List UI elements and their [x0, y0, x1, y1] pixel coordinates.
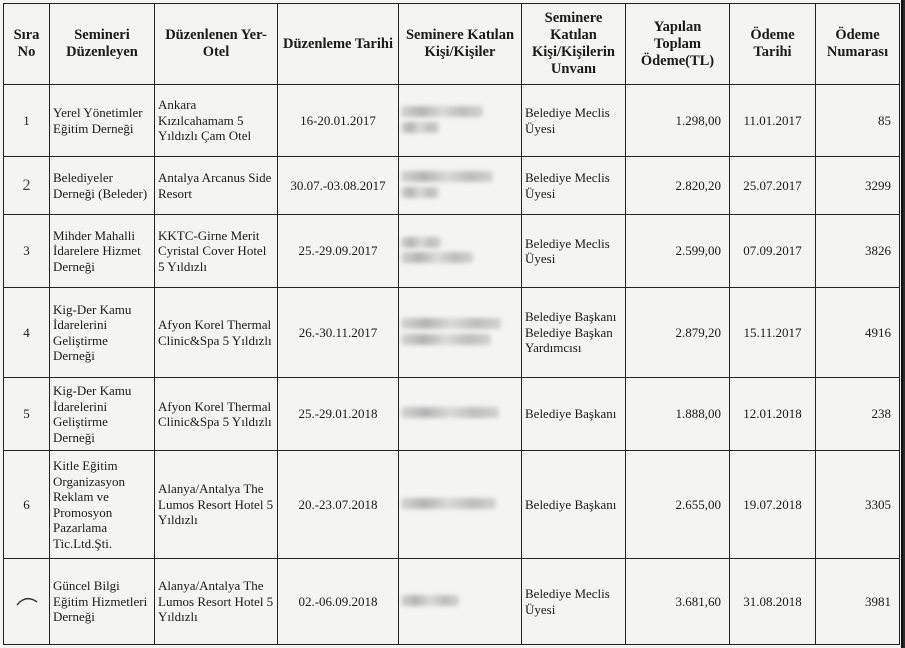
cell-odeme: 2.655,00 [626, 451, 730, 559]
seminar-payments-table [3, 3, 900, 645]
cell-tarih: 25.-29.01.2018 [278, 378, 399, 451]
cell-unvan: Belediye Başkanı [522, 451, 626, 559]
header-tarih: Düzenleme Tarihi [278, 4, 399, 85]
cell-odeme-tarihi: 15.11.2017 [730, 288, 816, 378]
redaction-blur [401, 237, 441, 248]
table-row [4, 85, 900, 157]
cell-yer: Ankara Kızılcahamam 5 Yıldızlı Çam Otel [155, 85, 278, 157]
header-yer-otel: Düzenlenen Yer-Otel [155, 4, 278, 85]
redaction-blur [401, 252, 473, 263]
cell-odeme: 2.820,20 [626, 157, 730, 215]
cell-unvan: Belediye Meclis Üyesi [522, 157, 626, 215]
cell-odeme-tarihi: 12.01.2018 [730, 378, 816, 451]
table-row [4, 215, 900, 288]
cell-unvan: Belediye Başkanı [522, 378, 626, 451]
cell-odeme: 2.599,00 [626, 215, 730, 288]
cell-yer: Afyon Korel Thermal Clinic&Spa 5 Yıldızlı [155, 378, 278, 451]
cell-odeme-tarihi: 19.07.2018 [730, 451, 816, 559]
cell-unvan: Belediye Meclis Üyesi [522, 215, 626, 288]
cell-duzenleyen: Kitle Eğitim Organizasyon Reklam ve Promosyon Pazarlama Tic.Ltd.Şti. [50, 451, 155, 559]
cell-katilan-redacted [399, 215, 522, 288]
redaction-blur [401, 122, 439, 133]
header-odeme-tarihi: Ödeme Tarihi [730, 4, 816, 85]
cell-katilan-redacted [399, 157, 522, 215]
cell-odeme-tarihi: 31.08.2018 [730, 559, 816, 645]
cell-katilan-redacted [399, 451, 522, 559]
cell-tarih: 26.-30.11.2017 [278, 288, 399, 378]
cell-no: 5 [4, 378, 50, 451]
header-row [4, 4, 900, 85]
table-row [4, 157, 900, 215]
header-unvan: Seminere Katılan Kişi/Kişilerin Unvanı [522, 4, 626, 85]
cell-odeme: 1.298,00 [626, 85, 730, 157]
cell-no: 6 [4, 451, 50, 559]
table-row [4, 559, 900, 645]
cell-no: 3 [4, 215, 50, 288]
header-duzenleyen: Semineri Düzenleyen [50, 4, 155, 85]
redaction-blur [401, 334, 491, 345]
cell-duzenleyen: Yerel Yönetimler Eğitim Derneği [50, 85, 155, 157]
header-sira-no: Sıra No [4, 4, 50, 85]
cell-odeme: 3.681,60 [626, 559, 730, 645]
cell-unvan: Belediye Meclis Üyesi [522, 85, 626, 157]
cell-odeme: 2.879,20 [626, 288, 730, 378]
cell-duzenleyen: Güncel Bilgi Eğitim Hizmetleri Derneği [50, 559, 155, 645]
cell-odeme-no: 3826 [816, 215, 900, 288]
table-row [4, 288, 900, 378]
cell-tarih: 20.-23.07.2018 [278, 451, 399, 559]
table-row [4, 378, 900, 451]
cell-odeme-no: 4916 [816, 288, 900, 378]
redaction-blur [401, 498, 496, 509]
table-row [4, 451, 900, 559]
header-katilan: Seminere Katılan Kişi/Kişiler [399, 4, 522, 85]
header-odeme: Yapılan Toplam Ödeme(TL) [626, 4, 730, 85]
cell-tarih: 02.-06.09.2018 [278, 559, 399, 645]
redaction-blur [401, 318, 501, 329]
cell-odeme-tarihi: 07.09.2017 [730, 215, 816, 288]
scan-edge [901, 0, 903, 648]
cell-odeme-tarihi: 25.07.2017 [730, 157, 816, 215]
cell-yer: Alanya/Antalya The Lumos Resort Hotel 5 Yıldızlı [155, 451, 278, 559]
cell-odeme-no: 238 [816, 378, 900, 451]
cell-odeme: 1.888,00 [626, 378, 730, 451]
cell-tarih: 25.-29.09.2017 [278, 215, 399, 288]
redaction-blur [401, 595, 459, 606]
cell-katilan-redacted [399, 378, 522, 451]
cell-yer: Afyon Korel Thermal Clinic&Spa 5 Yıldızlı [155, 288, 278, 378]
cell-odeme-no: 3305 [816, 451, 900, 559]
cell-tarih: 16-20.01.2017 [278, 85, 399, 157]
cell-unvan: Belediye Başkanı Belediye Başkan Yardımcısı [522, 288, 626, 378]
redaction-blur [401, 187, 439, 198]
cell-no: 1 [4, 85, 50, 157]
cell-yer: Alanya/Antalya The Lumos Resort Hotel 5 Yıldızlı [155, 559, 278, 645]
cell-odeme-tarihi: 11.01.2017 [730, 85, 816, 157]
cell-duzenleyen: Mihder Mahalli İdarelere Hizmet Derneği [50, 215, 155, 288]
cell-duzenleyen: Belediyeler Derneği (Beleder) [50, 157, 155, 215]
cell-duzenleyen: Kig-Der Kamu İdarelerini Geliştirme Derneği [50, 378, 155, 451]
redaction-blur [401, 171, 493, 182]
cell-tarih: 30.07.-03.08.2017 [278, 157, 399, 215]
cell-odeme-no: 85 [816, 85, 900, 157]
cell-unvan: Belediye Meclis Üyesi [522, 559, 626, 645]
cell-yer: Antalya Arcanus Side Resort [155, 157, 278, 215]
cell-yer: KKTC-Girne Merit Cyristal Cover Hotel 5 Yıldızlı [155, 215, 278, 288]
cell-katilan-redacted [399, 288, 522, 378]
cell-duzenleyen: Kig-Der Kamu İdarelerini Geliştirme Derneği [50, 288, 155, 378]
cell-odeme-no: 3299 [816, 157, 900, 215]
cell-katilan-redacted [399, 85, 522, 157]
cell-no-handwritten [4, 559, 50, 645]
header-odeme-no: Ödeme Numarası [816, 4, 900, 85]
redaction-blur [401, 106, 483, 117]
cell-odeme-no: 3981 [816, 559, 900, 645]
handwritten-mark-icon [14, 593, 40, 607]
cell-no: 4 [4, 288, 50, 378]
cell-katilan-redacted [399, 559, 522, 645]
redaction-blur [401, 407, 499, 418]
cell-no: 2 [4, 157, 50, 215]
